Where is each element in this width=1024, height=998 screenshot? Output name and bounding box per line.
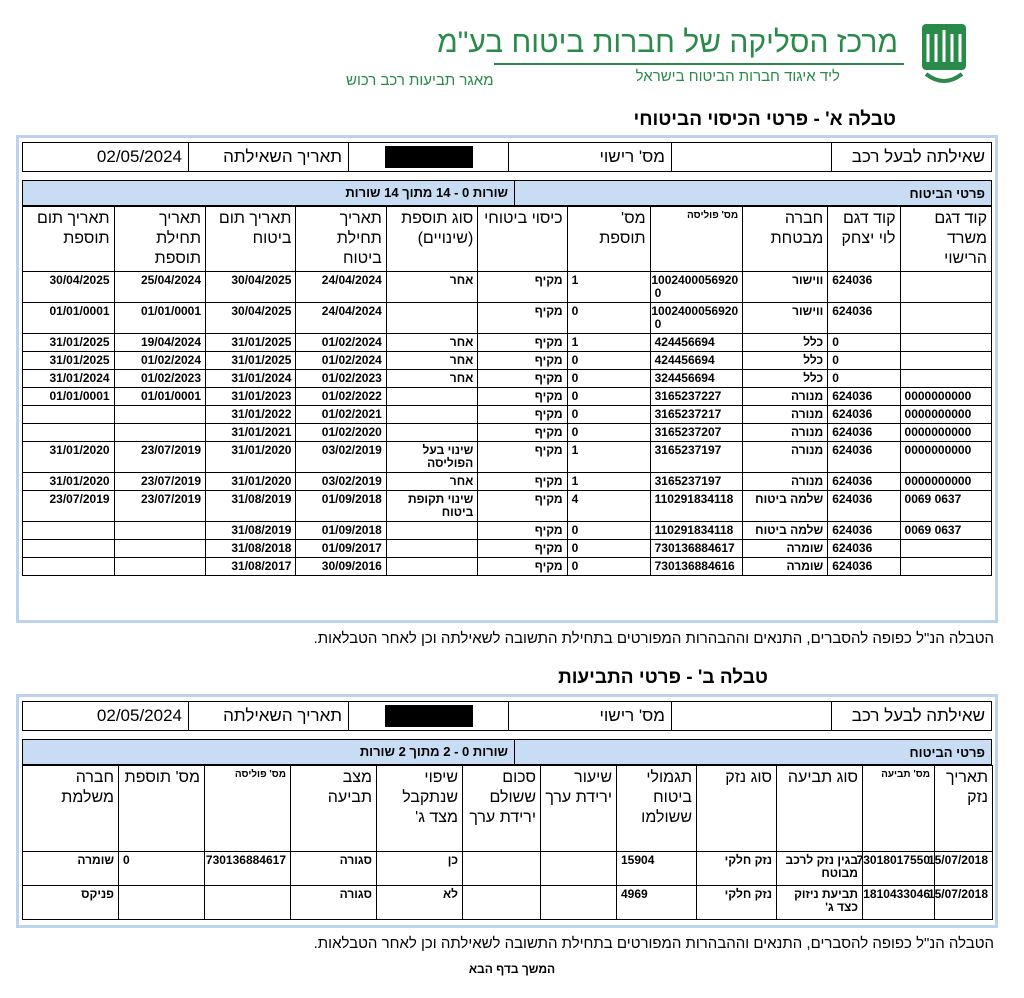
- table-cell: 424456694: [650, 352, 743, 370]
- table-cell: שינוי בעל הפוליסה: [386, 442, 477, 473]
- table-cell: 3165237207: [650, 424, 743, 442]
- table-cell: 3165237197: [650, 473, 743, 491]
- table-cell: 31/01/2021: [206, 424, 296, 442]
- table-cell: 0: [567, 558, 650, 576]
- table-cell: ווישור: [743, 303, 828, 334]
- table-cell: 624036: [828, 473, 900, 491]
- table-cell: 03/02/2019: [296, 473, 386, 491]
- table-cell: סגורה: [291, 886, 377, 920]
- table-cell: לא: [377, 886, 463, 920]
- table-cell: מקיף: [478, 522, 567, 540]
- table-cell: אחר: [386, 272, 477, 303]
- table-cell: 624036: [828, 388, 900, 406]
- table-row: [23, 522, 992, 540]
- column-header: שיפוי שנתקבל מצד ג': [377, 766, 463, 852]
- table-cell: 0000000000: [900, 424, 991, 442]
- table-cell: 15/07/2018: [935, 852, 993, 886]
- table-cell: 0: [119, 852, 205, 886]
- table-row: [23, 406, 992, 424]
- table-cell: 31/01/2025: [23, 352, 115, 370]
- table-cell: 19/04/2024: [114, 334, 205, 352]
- table-cell: 0: [567, 522, 650, 540]
- table-b-section-bar: [22, 739, 992, 765]
- table-cell: שלמה ביטוח: [743, 491, 828, 522]
- table-cell: נזק חלקי: [697, 852, 777, 886]
- table-cell: סגורה: [291, 852, 377, 886]
- table-cell: 0: [567, 424, 650, 442]
- license-label: מס' רישוי: [508, 702, 671, 730]
- table-row: [23, 424, 992, 442]
- table-cell: [386, 424, 477, 442]
- table-cell: שומרה: [743, 558, 828, 576]
- table-cell: [463, 852, 541, 886]
- table-cell: 0000000000: [900, 473, 991, 491]
- table-cell: מקיף: [478, 334, 567, 352]
- table-row: [23, 558, 992, 576]
- column-header: תאריך תום ביטוח: [206, 207, 296, 272]
- table-cell: מנורה: [743, 406, 828, 424]
- table-cell: [541, 886, 617, 920]
- claims-table: [22, 765, 993, 920]
- table-cell: 0: [567, 352, 650, 370]
- table-cell: [900, 352, 991, 370]
- query-date-value: 02/05/2024: [96, 147, 182, 166]
- table-row: [23, 303, 992, 334]
- table-cell: שומרה: [23, 852, 119, 886]
- table-cell: מקיף: [478, 540, 567, 558]
- table-cell: 3165237217: [650, 406, 743, 424]
- column-header: סוג תוספת (שינויים): [386, 207, 477, 272]
- table-cell: 15904: [617, 852, 697, 886]
- table-cell: [114, 522, 205, 540]
- table-cell: 0: [567, 388, 650, 406]
- table-cell: 01/09/2018: [296, 522, 386, 540]
- table-cell: אחר: [386, 352, 477, 370]
- table-cell: [23, 406, 115, 424]
- table-row: [23, 540, 992, 558]
- table-cell: [386, 558, 477, 576]
- column-header: מס' תביעה: [863, 766, 935, 852]
- table-b-title: טבלה ב' - פרטי התביעות: [558, 667, 768, 688]
- table-cell: 730136884617: [650, 540, 743, 558]
- table-cell: 01/02/2021: [296, 406, 386, 424]
- table-cell: מנורה: [743, 388, 828, 406]
- table-cell: 31/01/2024: [23, 370, 115, 388]
- table-row: [23, 852, 993, 886]
- column-header: תאריך תחילת תוספת: [114, 207, 205, 272]
- table-cell: נזק חלקי: [697, 886, 777, 920]
- column-header: מס' פוליסה: [650, 207, 743, 272]
- table-cell: 31/01/2023: [206, 388, 296, 406]
- table-row: [23, 334, 992, 352]
- table-cell: מקיף: [478, 491, 567, 522]
- column-header: חברה מבטחת: [743, 207, 828, 272]
- table-cell: 01/01/0001: [23, 303, 115, 334]
- table-cell: 31/01/2025: [206, 334, 296, 352]
- table-cell: 24/04/2024: [296, 303, 386, 334]
- table-cell: 23/07/2019: [114, 491, 205, 522]
- table-cell: [23, 540, 115, 558]
- table-a-section-bar: [22, 180, 992, 206]
- query-date-value: 02/05/2024: [96, 706, 182, 725]
- table-cell: 730136884617: [205, 852, 291, 886]
- table-cell: [900, 370, 991, 388]
- table-cell: 110291834118: [650, 522, 743, 540]
- table-cell: שלמה ביטוח: [743, 522, 828, 540]
- table-cell: שומרה: [743, 540, 828, 558]
- table-cell: 23/07/2019: [23, 491, 115, 522]
- table-cell: 0: [828, 370, 900, 388]
- table-cell: פניקס: [23, 886, 119, 920]
- table-cell: 30/04/2025: [23, 272, 115, 303]
- column-header: תגמולי ביטוח ששולמו: [617, 766, 697, 852]
- table-cell: 31/08/2017: [206, 558, 296, 576]
- table-cell: 01/02/2023: [114, 370, 205, 388]
- table-cell: 01/02/2024: [296, 352, 386, 370]
- table-row: [23, 272, 992, 303]
- page-header: [340, 22, 980, 97]
- table-cell: 23/07/2019: [114, 442, 205, 473]
- table-cell: אחר: [386, 473, 477, 491]
- table-cell: מקיף: [478, 558, 567, 576]
- table-cell: 1: [567, 442, 650, 473]
- table-cell: 1: [567, 272, 650, 303]
- table-cell: 624036: [828, 522, 900, 540]
- organization-subtitle: ליד איגוד חברות הביטוח בישראל: [635, 68, 840, 85]
- table-b-frame: [16, 694, 998, 928]
- column-header: קוד דגם משרד הרישוי: [900, 207, 991, 272]
- rows-count: שורות 0 - 2 מתוך 2 שורות: [360, 740, 515, 764]
- table-cell: 31/08/2018: [206, 540, 296, 558]
- table-cell: 0000000000: [900, 442, 991, 473]
- table-cell: [386, 522, 477, 540]
- table-cell: 73018017550: [863, 852, 935, 886]
- table-cell: [114, 424, 205, 442]
- table-cell: 0: [828, 334, 900, 352]
- header-divider: [494, 63, 904, 65]
- table-cell: 01/02/2024: [114, 352, 205, 370]
- table-cell: 624036: [828, 272, 900, 303]
- table-cell: 0: [567, 303, 650, 334]
- table-cell: 01/02/2022: [296, 388, 386, 406]
- table-cell: 0: [567, 406, 650, 424]
- table-cell: מקיף: [478, 303, 567, 334]
- table-cell: מנורה: [743, 473, 828, 491]
- table-cell: כלל: [743, 334, 828, 352]
- table-cell: 0: [567, 540, 650, 558]
- table-cell: תביעת ניזוק כצד ג': [777, 886, 863, 920]
- table-cell: 31/01/2020: [206, 442, 296, 473]
- table-cell: בגין נזק לרכב מבוטח: [777, 852, 863, 886]
- table-cell: כלל: [743, 352, 828, 370]
- insurance-details-label: פרטי הביטוח: [909, 745, 985, 760]
- table-cell: [114, 540, 205, 558]
- owner-query-label: שאילתה לבעל רכב: [831, 143, 991, 171]
- table-cell: 624036: [828, 558, 900, 576]
- table-cell: 01/09/2017: [296, 540, 386, 558]
- table-cell: [205, 886, 291, 920]
- table-cell: [900, 334, 991, 352]
- table-cell: 30/04/2025: [206, 272, 296, 303]
- table-cell: 3165237197: [650, 442, 743, 473]
- table-cell: 324456694: [650, 370, 743, 388]
- table-b-note: הטבלה הנ"ל כפופה להסברים, התנאים וההבהרות המפורטים בתחילת התשובה לשאילתה וכן לאחר הטבלאות.: [313, 935, 994, 952]
- table-cell: 31/01/2024: [206, 370, 296, 388]
- table-cell: שינוי תקופת ביטוח: [386, 491, 477, 522]
- table-cell: 0000000000: [900, 406, 991, 424]
- table-cell: [114, 558, 205, 576]
- column-header: סוג תביעה: [777, 766, 863, 852]
- table-cell: 31/01/2022: [206, 406, 296, 424]
- table-cell: מקיף: [478, 406, 567, 424]
- table-a-title: טבלה א' - פרטי הכיסוי הביטוחי: [633, 109, 896, 130]
- organization-name: מרכז הסליקה של חברות ביטוח בע"מ: [437, 26, 898, 59]
- column-header: תאריך תחילת ביטוח: [296, 207, 386, 272]
- table-row: [23, 473, 992, 491]
- table-cell: מקיף: [478, 473, 567, 491]
- column-header: כיסוי ביטוחי: [478, 207, 567, 272]
- table-cell: [900, 272, 991, 303]
- table-cell: 0637 0069: [900, 522, 991, 540]
- table-cell: 0: [828, 352, 900, 370]
- table-cell: [463, 886, 541, 920]
- table-cell: 730136884616: [650, 558, 743, 576]
- license-value-cell: [348, 143, 508, 171]
- table-cell: 0: [567, 370, 650, 388]
- table-cell: מקיף: [478, 388, 567, 406]
- column-header: מצב תביעה: [291, 766, 377, 852]
- table-cell: 01/01/0001: [23, 388, 115, 406]
- table-cell: 0637 0069: [900, 491, 991, 522]
- table-cell: 01/09/2018: [296, 491, 386, 522]
- table-cell: [119, 886, 205, 920]
- table-a-query-row: [22, 142, 992, 172]
- table-cell: 624036: [828, 303, 900, 334]
- column-header: תאריך נזק: [935, 766, 993, 852]
- table-cell: 424456694: [650, 334, 743, 352]
- owner-query-label: שאילתה לבעל רכב: [831, 702, 991, 730]
- organization-logo-icon: [920, 22, 968, 88]
- table-cell: 1002400056920 0: [650, 272, 743, 303]
- table-cell: מקיף: [478, 272, 567, 303]
- table-a-note: הטבלה הנ"ל כפופה להסברים, התנאים וההבהרות המפורטים בתחילת התשובה לשאילתה וכן לאחר הטבלאות.: [313, 630, 994, 647]
- database-name: מאגר תביעות רכב רכוש: [346, 72, 494, 89]
- column-header: מס' תוספת: [567, 207, 650, 272]
- table-cell: 624036: [828, 406, 900, 424]
- table-cell: [386, 540, 477, 558]
- table-cell: 624036: [828, 424, 900, 442]
- table-cell: [900, 540, 991, 558]
- table-cell: 1: [567, 473, 650, 491]
- table-cell: 01/02/2024: [296, 334, 386, 352]
- table-cell: מנורה: [743, 442, 828, 473]
- table-cell: 4969: [617, 886, 697, 920]
- redacted-license: [385, 146, 473, 168]
- table-cell: 31/01/2025: [23, 334, 115, 352]
- table-cell: [386, 388, 477, 406]
- table-cell: 24/04/2024: [296, 272, 386, 303]
- table-cell: 25/04/2024: [114, 272, 205, 303]
- table-cell: [386, 406, 477, 424]
- table-cell: מקיף: [478, 424, 567, 442]
- column-header: קוד דגם לוי יצחק: [828, 207, 900, 272]
- table-cell: 31/01/2020: [23, 473, 115, 491]
- table-cell: 110291834118: [650, 491, 743, 522]
- table-a-frame: [16, 135, 998, 623]
- table-row: [23, 370, 992, 388]
- table-cell: מנורה: [743, 424, 828, 442]
- query-date-label: תאריך השאילתה: [188, 702, 348, 730]
- license-value-cell: [348, 702, 508, 730]
- table-cell: 31/01/2025: [206, 352, 296, 370]
- table-cell: 03/02/2019: [296, 442, 386, 473]
- table-cell: 31/08/2019: [206, 491, 296, 522]
- table-cell: [541, 852, 617, 886]
- table-cell: 31/08/2019: [206, 522, 296, 540]
- table-row: [23, 442, 992, 473]
- table-cell: כן: [377, 852, 463, 886]
- table-cell: [900, 558, 991, 576]
- table-cell: [23, 522, 115, 540]
- table-cell: 624036: [828, 540, 900, 558]
- table-cell: 30/09/2016: [296, 558, 386, 576]
- table-b-query-row: [22, 701, 992, 731]
- table-cell: 23/07/2019: [114, 473, 205, 491]
- table-cell: [900, 303, 991, 334]
- table-cell: 01/01/0001: [114, 388, 205, 406]
- column-header: מס' תוספת: [119, 766, 205, 852]
- table-cell: אחר: [386, 334, 477, 352]
- table-cell: מקיף: [478, 352, 567, 370]
- table-cell: 01/01/0001: [114, 303, 205, 334]
- table-cell: 01/02/2023: [296, 370, 386, 388]
- table-cell: [386, 303, 477, 334]
- rows-count: שורות 0 - 14 מתוך 14 שורות: [345, 181, 515, 205]
- column-header: שיעור ירידת ערך: [541, 766, 617, 852]
- table-row: [23, 886, 993, 920]
- table-cell: 624036: [828, 442, 900, 473]
- table-cell: [114, 406, 205, 424]
- table-row: [23, 352, 992, 370]
- table-cell: אחר: [386, 370, 477, 388]
- continued-next-page: המשך בדף הבא: [468, 962, 556, 976]
- license-label: מס' רישוי: [508, 143, 671, 171]
- column-header: מס' פוליסה: [205, 766, 291, 852]
- table-cell: 1002400056920 0: [650, 303, 743, 334]
- table-cell: 15/07/2018: [935, 886, 993, 920]
- insurance-details-label: פרטי הביטוח: [909, 186, 985, 201]
- table-cell: 31/01/2020: [206, 473, 296, 491]
- table-cell: 3165237227: [650, 388, 743, 406]
- owner-query-value: [671, 143, 831, 171]
- table-cell: 0000000000: [900, 388, 991, 406]
- table-cell: 1810433046: [863, 886, 935, 920]
- table-cell: 30/04/2025: [206, 303, 296, 334]
- table-cell: [23, 424, 115, 442]
- column-header: סכום ששולם ירידת ערך: [463, 766, 541, 852]
- table-cell: 31/01/2020: [23, 442, 115, 473]
- column-header: תאריך תום תוספת: [23, 207, 115, 272]
- table-row: [23, 388, 992, 406]
- table-cell: 624036: [828, 491, 900, 522]
- table-cell: ווישור: [743, 272, 828, 303]
- column-header: סוג נזק: [697, 766, 777, 852]
- table-cell: 4: [567, 491, 650, 522]
- table-cell: מקיף: [478, 370, 567, 388]
- coverage-table: [22, 206, 992, 576]
- table-cell: מקיף: [478, 442, 567, 473]
- column-header: חברה משלמת: [23, 766, 119, 852]
- table-cell: כלל: [743, 370, 828, 388]
- query-date-label: תאריך השאילתה: [188, 143, 348, 171]
- owner-query-value: [671, 702, 831, 730]
- redacted-license: [385, 705, 473, 727]
- table-cell: 1: [567, 334, 650, 352]
- table-row: [23, 491, 992, 522]
- table-cell: [23, 558, 115, 576]
- table-cell: 01/02/2020: [296, 424, 386, 442]
